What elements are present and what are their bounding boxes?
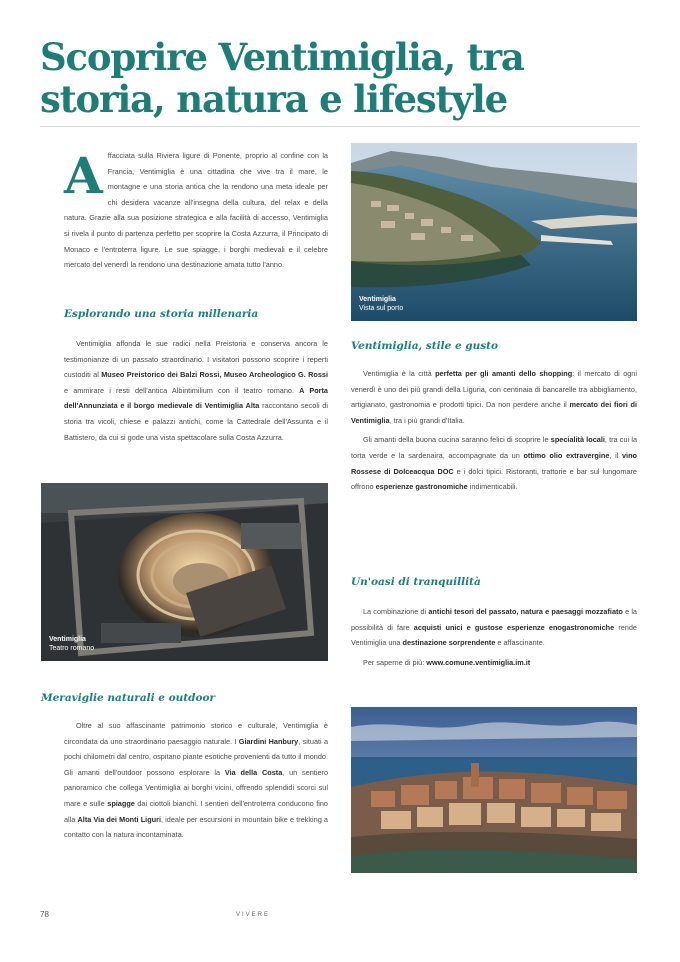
bold-span: Alta Via dei Monti Liguri: [77, 814, 161, 824]
text-span: Oltre al suo affascinante patrimonio storico e culturale, Ventimiglia è circondata da uno straordinario paesaggio naturale. I: [64, 721, 328, 746]
text-span: raccontano secoli di storia tra vicoli, chiese e palazzi antichi, come la Cattedrale dell'Assunta e il Battistero, da cui si gode una vista spettacolare sulla Costa Azzurra.: [64, 401, 328, 442]
section-heading-tranquility: Un'oasi di tranquillità: [351, 576, 481, 588]
photo-old-town: [351, 707, 637, 873]
text-span: , il: [609, 450, 622, 460]
caption-subtitle: Vista sul porto: [359, 305, 404, 312]
section-heading-outdoor: Meraviglie naturali e outdoor: [41, 692, 215, 704]
caption-subtitle: Teatro romano: [49, 645, 95, 652]
text-span: : il mercato di ogni venerdì è uno dei più grandi della Liguria, con centinaia di bancarelle tra abbigliamento, artigianato, gastronomia e prodotti tipici. Da non perdere anche il: [351, 369, 637, 410]
text-span: e i dolci tipici. Ristoranti, trattorie e bar sul lungomare offrono: [351, 466, 637, 492]
dropcap: A: [64, 146, 103, 205]
text-span: Per saperne di più:: [363, 657, 427, 667]
bold-span: Museo Preistorico dei Balzi Rossi, Museo Archeologico G. Rossi: [101, 370, 328, 380]
section-heading-style: Ventimiglia, stile e gusto: [351, 340, 499, 352]
outdoor-paragraph: [64, 718, 328, 847]
website-link[interactable]: www.comune.ventimiglia.im.it: [426, 657, 531, 667]
bold-span: A Porta dell'Annunziata e il borgo medievale di Ventimiglia Alta: [64, 385, 328, 411]
text-span: Ventimiglia affonda le sue radici nella Preistoria e conserva ancora le testimonianze di un passato straordinario. I visitatori possono scoprire i reperti custoditi al: [64, 339, 328, 380]
bold-span: antichi tesori del passato, natura e paesaggi mozzafiato: [428, 607, 623, 616]
text-span: Ventimiglia è la città: [363, 369, 436, 378]
intro-paragraph: [64, 148, 328, 273]
bold-span: mercato dei fiori di Ventimiglia: [351, 400, 637, 425]
text-span: indimenticabili.: [467, 482, 518, 492]
page-number: 78: [40, 910, 49, 919]
text-span: dai ciottoli bianchi. I sentieri dell'entroterra conducono fino alla: [64, 798, 328, 824]
bold-span: acquisti unici e gustose esperienze enogastronomiche: [413, 622, 615, 632]
old-town-image: [351, 707, 637, 873]
intro-text: ffacciata sulla Riviera ligure di Ponente, proprio al confine con la Francia, Ventimiglia è una cittadina che vive tra il mare, le montagne e una storia antica che la rendono una meta ideale per chi desidera vacanze all'insegna della cultura, del relax e della natura. Grazie alla sua posizione strategica e alla facilità di accesso, Ventimiglia si rivela il punto di partenza perfetto per scoprire la Costa Azzurra, il Principato di Monaco e l'entroterra ligure. Le sue spiagge, i borghi medievali e il celebre mercato del venerdì la rendono una destinazione amata tutto l'anno.: [64, 151, 328, 270]
bold-span: perfetta per gli amanti dello shopping: [435, 369, 573, 378]
text-span: e la possibilità di fare: [351, 607, 637, 632]
text-span: , situati a pochi chilometri dal centro, ospitano piante esotiche provenienti da tutto il mondo. Gli amanti dell'outdoor possono esplorare la: [64, 736, 329, 777]
section-heading-history: Esplorando una storia millenaria: [64, 308, 259, 320]
bold-span: specialità locali: [550, 435, 605, 445]
photo-caption: [49, 635, 94, 653]
caption-title: Ventimiglia: [49, 636, 86, 643]
caption-title: Ventimiglia: [359, 296, 396, 303]
text-span: , un sentiero panoramico che collega Ventimiglia ai borghi vicini, offrendo splendidi scorci sul mare e sulle: [64, 767, 328, 808]
photo-theatre: [41, 483, 328, 661]
text-span: rende Ventimiglia una: [351, 622, 637, 648]
text-span: , tra i più grandi d'Italia.: [389, 415, 465, 425]
bold-span: spiagge: [107, 798, 135, 808]
text-span: e ammirare i resti dell'antica Albintimilium con il teatro romano.: [64, 385, 300, 395]
tranquility-paragraphs: [351, 604, 637, 674]
title-divider: [40, 126, 640, 127]
text-span: e affascinante.: [495, 638, 545, 648]
history-paragraph: [64, 336, 328, 449]
bold-span: vino Rossese di Dolceacqua DOC: [351, 450, 637, 476]
bold-span: destinazione sorprendente: [402, 638, 496, 648]
bold-span: esperienze gastronomiche: [375, 482, 468, 492]
magazine-name: VIVERE: [236, 912, 271, 918]
bold-span: ottimo olio extravergine: [523, 450, 610, 460]
page-title: Scoprire Ventimiglia, tra storia, natura e lifestyle: [40, 35, 524, 121]
style-paragraphs: [351, 366, 637, 499]
photo-coast: [351, 143, 637, 321]
text-span: , tra cui la torta verde e la sardenaira, accompagnate da un: [351, 435, 638, 460]
text-span: Gli amanti della buona cucina saranno felici di scoprire le: [363, 435, 551, 445]
text-span: , ideale per escursioni in mountain bike e trekking a contatto con la natura incontaminata.: [64, 814, 328, 840]
photo-caption: [359, 295, 403, 313]
bold-span: Giardini Hanbury: [238, 736, 299, 746]
bold-span: Via della Costa: [224, 767, 283, 777]
text-span: La combinazione di: [363, 607, 429, 616]
